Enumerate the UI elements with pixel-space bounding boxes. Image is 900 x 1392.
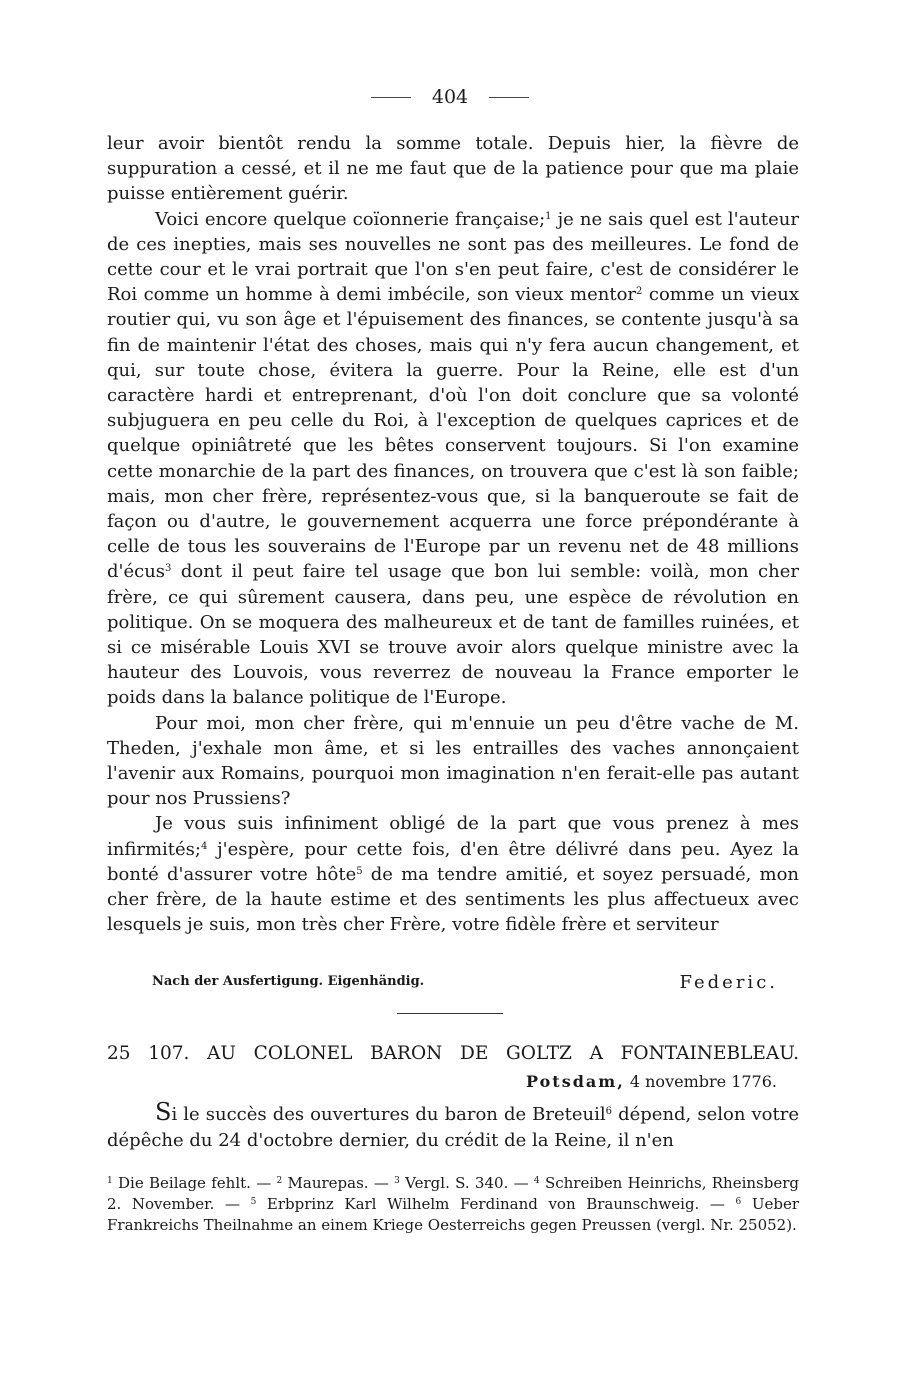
- footnote-ref: 3: [165, 563, 172, 575]
- page-number: 404: [431, 86, 469, 108]
- text-segment: i le succès des ouvertures du baron de Breteuil: [171, 1104, 606, 1125]
- footnotes: [107, 1173, 799, 1236]
- text-segment: j'espère, pour cette fois, d'en être délivré dans peu. Ayez la bonté d'assurer votre hôte: [107, 838, 799, 885]
- body-paragraph: [107, 207, 799, 711]
- footnote-text: Erbprinz Karl Wilhelm Ferdinand von Braunschweig. —: [256, 1195, 736, 1213]
- footnote-number: 1: [107, 1176, 113, 1186]
- text-segment: leur avoir bientôt rendu la somme totale. Depuis hier, la fièvre de suppuration a cessé, et il ne me faut que de la patience pour que ma plaie puisse entièrement guérir.: [107, 133, 799, 205]
- dateline-date: 4 novembre 1776.: [629, 1072, 777, 1091]
- footnote-text: Schreiben Heinrichs, Rheinsberg 2. November. —: [107, 1174, 800, 1213]
- footnote-paragraph: [107, 1173, 799, 1236]
- text-segment: Voici encore quelque coïonnerie française;: [155, 208, 546, 230]
- footnote-number: 4: [533, 1176, 540, 1186]
- footnote-ref: 5: [356, 865, 363, 877]
- footnote-number: 2: [276, 1176, 283, 1186]
- text-segment: dont il peut faire tel usage que bon lui semble: voilà, mon cher frère, ce qui sûrement causera, dans peu, une espèce de révolution en politique. On se moquera des malheureux et de tant de familles ruinées, et si ce misérable Louis XVI se trouve avoir alors quelque ministre avec la hauteur des Louvois, vous reverrez de nouveau la France emporter le poids dans la balance politique de l'Europe.: [107, 561, 799, 709]
- text-segment: comme un vieux routier qui, vu son âge et l'épuisement des finances, se contente jusqu'à sa fin de maintenir l'état des choses, mais qui n'y fera aucun changement, et qui, sur toute chose, évitera la guerre. Pour la Reine, elle est d'un caractère hardi et entreprenant, d'où l'on doit conclure que sa volonté subjuguera en peu celle du Roi, à l'exception de quelques caprices et de quelque opiniâtreté que les bêtes conservent toujours. Si l'on examine cette monarchie de la part des finances, on trouvera que c'est là son faible; mais, mon cher frère, représentez-vous que, si la banqueroute se fait de façon ou d'autre, le gouvernement acquerra une force prépondérante à celle de tous les souverains de l'Europe par un revenu net de 48 millions d'écus: [107, 284, 799, 583]
- text-segment: Je vous suis infiniment obligé de la part que vous prenez à mes infirmités;: [107, 813, 799, 860]
- section-divider: [397, 1013, 503, 1014]
- footnote-number: 6: [735, 1197, 742, 1207]
- dateline-place: Potsdam,: [526, 1072, 625, 1091]
- text-segment: de ma tendre amitié, et soyez persuadé, mon cher frère, de la haute estime et des sentiments les plus affectueux avec lesquels je suis, mon très cher Frère, votre fidèle frère et serviteur: [107, 863, 799, 936]
- page-number-dash-right: [489, 97, 529, 98]
- text-segment: dépend, selon votre dépêche du 24 d'octobre dernier, du crédit de la Reine, il n'en: [107, 1104, 799, 1151]
- source-row: [152, 972, 778, 994]
- initial-letter: S: [155, 1098, 172, 1126]
- body-paragraph: [107, 811, 799, 937]
- footnote-text: Die Beilage fehlt. —: [112, 1174, 277, 1192]
- footnote-ref: 6: [605, 1106, 613, 1117]
- body-paragraph: [107, 131, 799, 207]
- page-number-dash-left: [371, 97, 411, 98]
- footnote-text: Vergl. S. 340. —: [399, 1174, 534, 1192]
- letter-heading: 25 107. AU COLONEL BARON DE GOLTZ A FONTAINEBLEAU.: [107, 1043, 799, 1064]
- text-segment: Pour moi, mon cher frère, qui m'ennuie un peu d'être vache de M. Theden, j'exhale mon âme, et si les entrailles des vaches annonçaient l'avenir aux Romains, pourquoi mon imagination n'en ferait-elle pas autant pour nos Prussiens?: [107, 712, 799, 810]
- page-number-row: [0, 86, 900, 112]
- source-note: Nach der Ausfertigung. Eigenhändig.: [152, 974, 425, 989]
- new-letter-paragraph: [107, 1100, 799, 1153]
- body-paragraph: [107, 711, 799, 812]
- text-segment: je ne sais quel est l'auteur de ces inepties, mais ses nouvelles ne sont pas des meilleures. Le fond de cette cour et le vrai portrait que l'on s'en peut faire, c'est de considérer le Roi comme un homme à demi imbécile, son vieux mentor: [107, 208, 800, 306]
- footnote-ref: 4: [200, 840, 208, 852]
- footnote-text: Maurepas. —: [282, 1174, 395, 1192]
- letter-body: [107, 131, 799, 938]
- footnote-text: Ueber Frankreichs Theilnahme an einem Kriege Oesterreichs gegen Preussen (vergl. Nr. 25052).: [107, 1195, 800, 1234]
- footnote-ref: 1: [545, 210, 552, 222]
- new-letter-body: [107, 1100, 799, 1153]
- footnote-number: 3: [394, 1176, 400, 1186]
- footnote-number: 5: [250, 1197, 257, 1207]
- dateline: [526, 1072, 777, 1091]
- signature: Federic.: [679, 972, 778, 993]
- footnote-ref: 2: [636, 286, 643, 298]
